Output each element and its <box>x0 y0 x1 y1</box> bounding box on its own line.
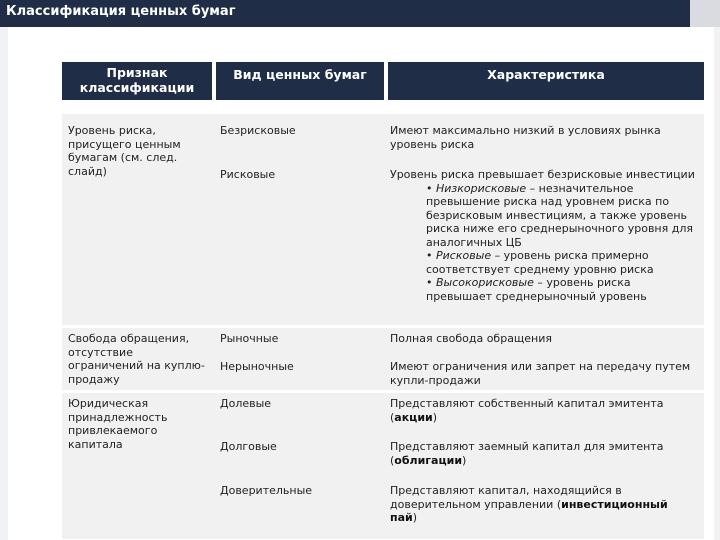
header-characteristic: Характеристика <box>388 62 704 100</box>
header-criterion-line2: классификации <box>79 80 195 95</box>
description-cell <box>390 440 696 467</box>
description-cell: Имеют ограничения или запрет на передачу путем купли-продажи <box>390 360 691 387</box>
description-text: ) <box>432 410 438 424</box>
list-item <box>426 182 696 250</box>
bullet-text: – уровень риска превышает среднерыночный уровень <box>426 276 647 303</box>
type-cell: Долевые <box>220 397 272 410</box>
bullet-marker: • <box>426 249 433 262</box>
list-item <box>426 249 696 276</box>
right-border-stripe <box>714 27 720 540</box>
description-text: Уровень риска превышает безрисковые инвестиции <box>390 168 695 181</box>
description-cell <box>390 397 696 424</box>
type-cell: Рыночные <box>220 332 279 345</box>
bullet-text: – уровень риска примерно соответствует среднему уровню риска <box>426 249 654 276</box>
bullet-marker: • <box>426 181 433 195</box>
bullet-text: – незначительное превышение риска над уровнем риска по безрисковым инвестициям, а также уровень риска ниже его среднерыночного уровня для аналогичных ЦБ <box>426 181 693 249</box>
criterion-cell: Юридическая принадлежность привлекаемого капитала <box>68 397 168 451</box>
header-security-type: Вид ценных бумаг <box>216 62 384 100</box>
risk-subtypes-list <box>390 182 696 304</box>
left-border-stripe <box>0 27 8 540</box>
type-cell: Нерыночные <box>220 360 294 373</box>
description-text: Представляют капитал, находящийся в доверительном управлении ( <box>390 484 622 511</box>
description-text: ) <box>462 453 467 467</box>
title-accent-block <box>690 0 720 27</box>
security-name: акции <box>394 410 433 424</box>
title-bar <box>0 0 720 27</box>
criterion-cell: Свобода обращения, отсутствие ограничений на куплю-продажу <box>68 332 205 386</box>
description-cell <box>390 484 696 525</box>
bullet-term: Рисковые <box>436 249 492 262</box>
bullet-term: Низкорисковые <box>436 181 527 195</box>
header-criterion <box>62 62 212 100</box>
description-cell: Имеют максимально низкий в условиях рынка уровень риска <box>390 124 661 151</box>
table-row-capital <box>62 393 704 539</box>
description-text: ) <box>412 511 418 524</box>
type-cell: Долговые <box>220 440 277 453</box>
type-cell: Безрисковые <box>220 124 296 137</box>
bullet-term: Высокорисковые <box>436 276 534 289</box>
table-row-circulation <box>62 328 704 390</box>
type-cell: Рисковые <box>220 168 276 181</box>
header-criterion-line1: Признак <box>106 65 168 80</box>
bullet-marker: • <box>426 276 433 289</box>
description-text: Представляют собственный капитал эмитента ( <box>390 397 664 424</box>
list-item <box>426 276 696 303</box>
criterion-cell: Уровень риска, присущего ценным бумагам (см. след. слайд) <box>68 124 181 178</box>
security-name: облигации <box>394 453 463 467</box>
description-text: Представляют заемный капитал для эмитента ( <box>390 440 664 467</box>
slide-title: Классификация ценных бумаг <box>6 4 236 19</box>
type-cell: Доверительные <box>220 484 313 497</box>
description-cell: Полная свобода обращения <box>390 332 553 345</box>
table-row-risk <box>62 114 704 325</box>
description-cell <box>390 168 696 303</box>
security-name: инвестиционный пай <box>390 497 668 524</box>
